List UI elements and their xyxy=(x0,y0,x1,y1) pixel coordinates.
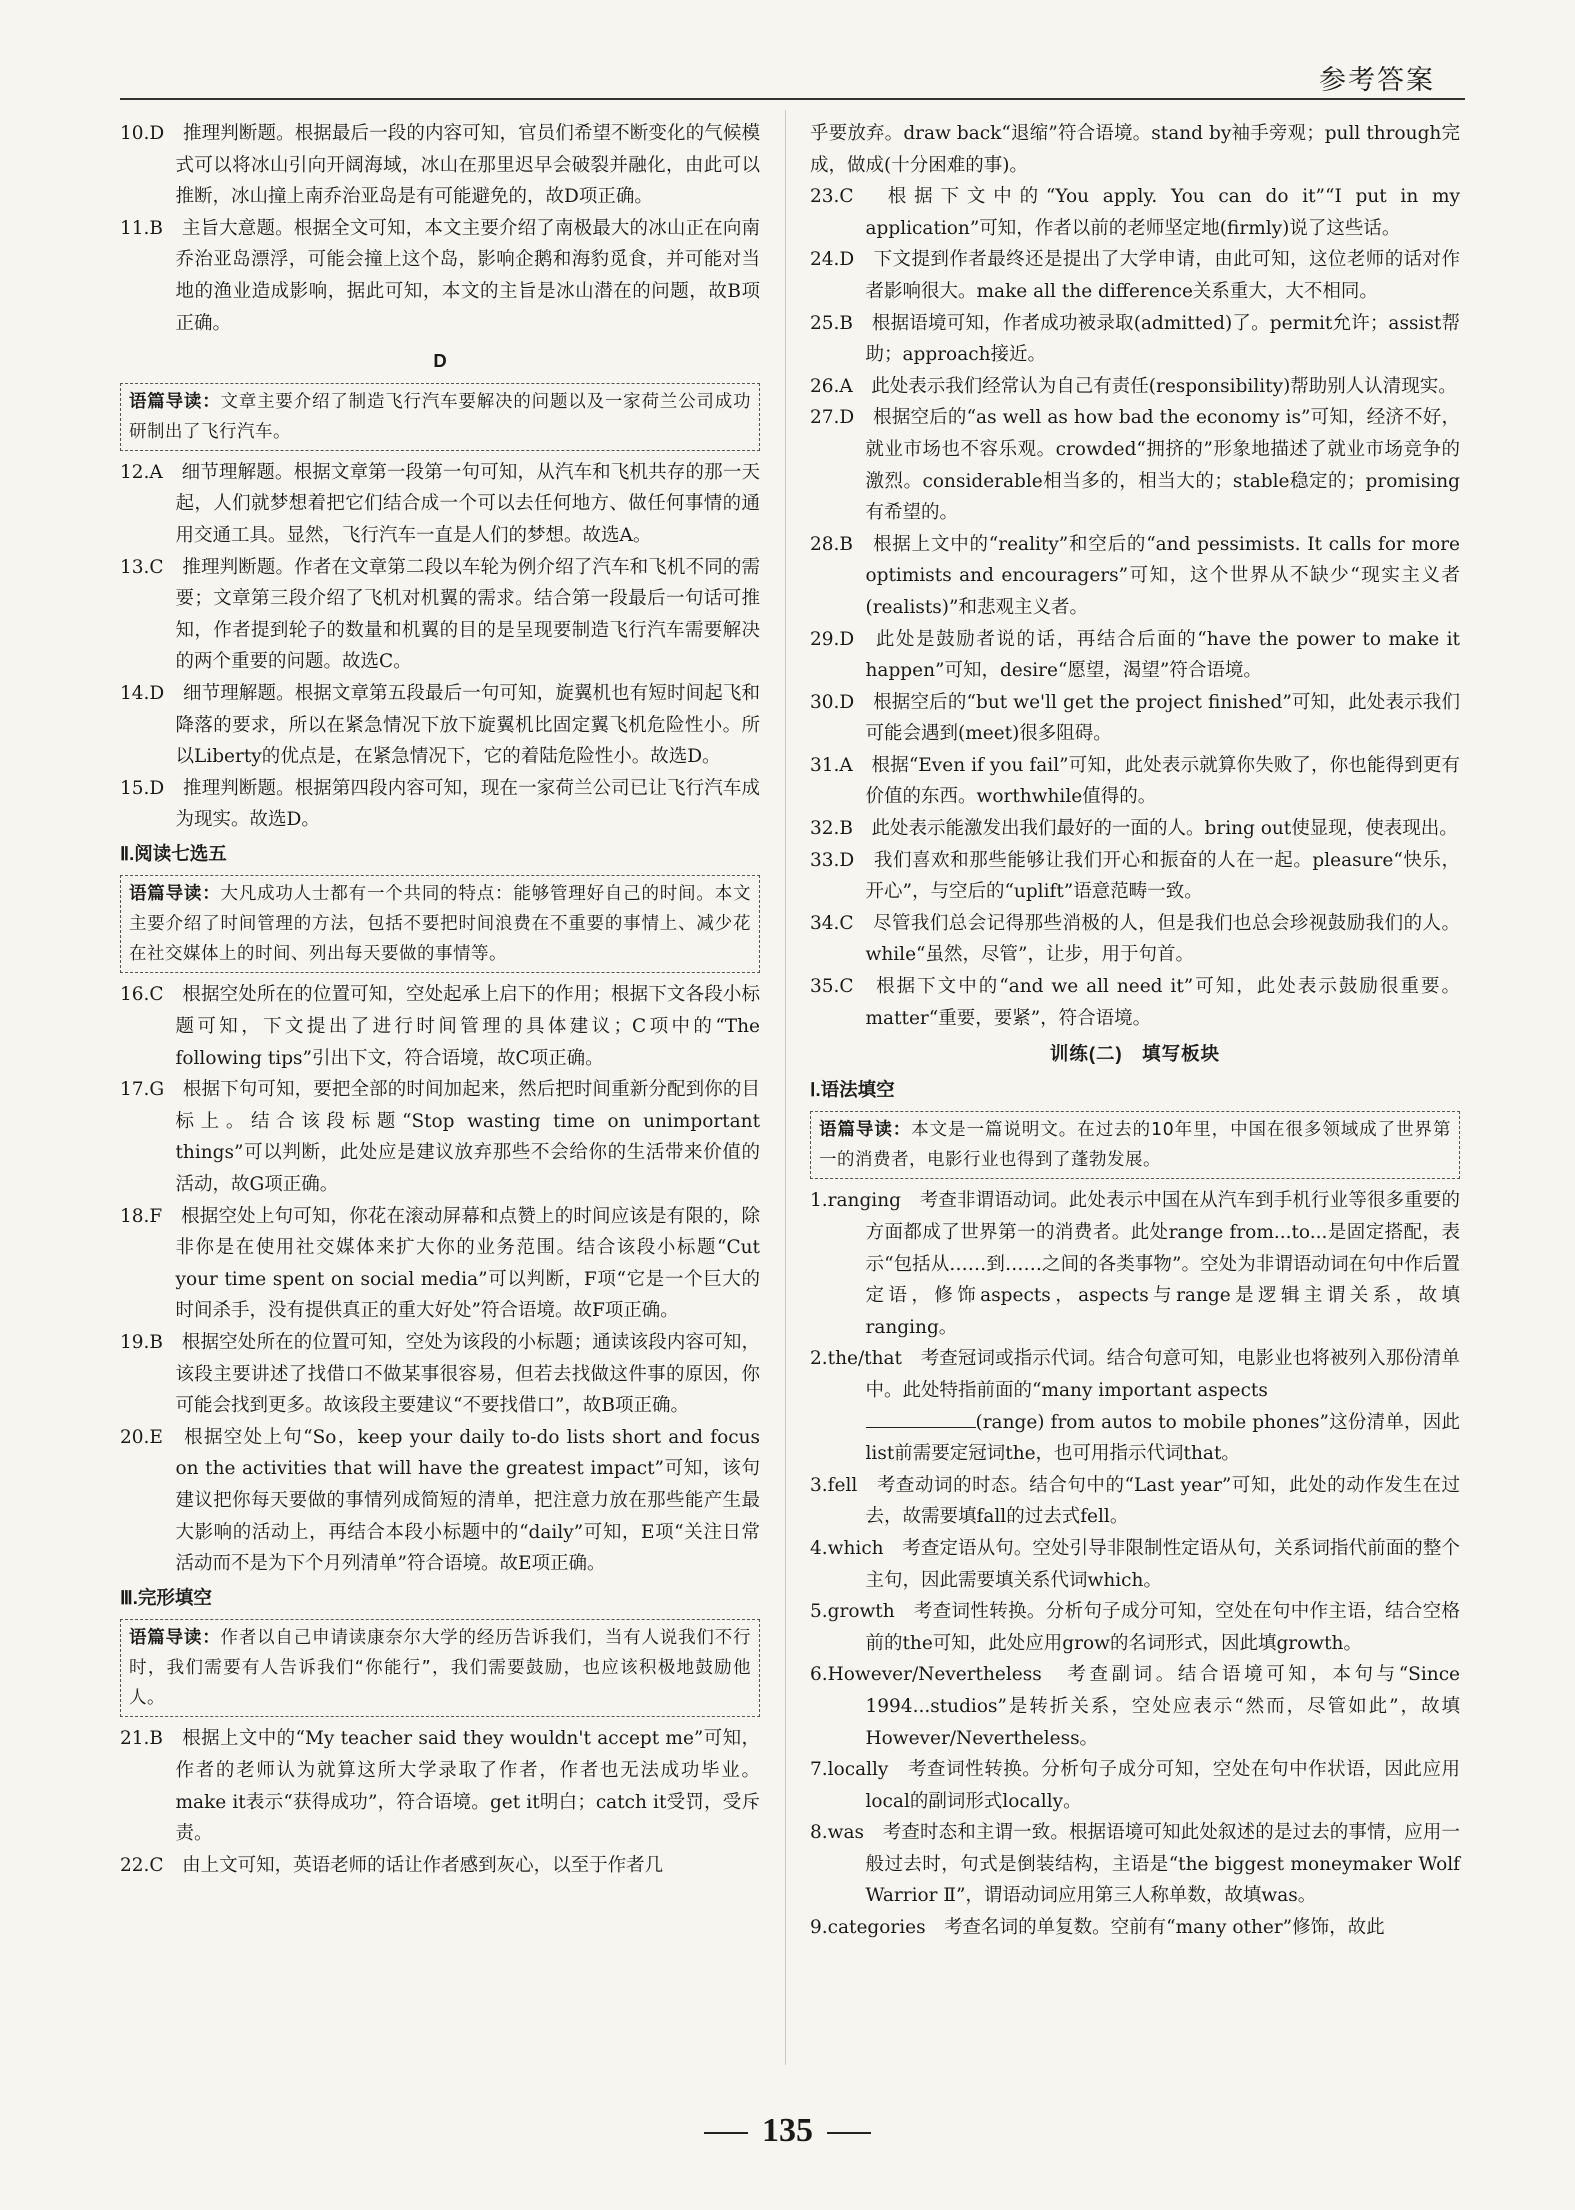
answer-item: 22.C 由上文可知，英语老师的话让作者感到灰心，以至于作者几 xyxy=(120,1854,664,1876)
section-heading-grammar-fill: Ⅰ.语法填空 xyxy=(810,1078,895,1100)
blank-line xyxy=(866,1427,976,1428)
answer-item: 14.D 细节理解题。根据文章第五段最后一句可知，旋翼机也有短时间起飞和降落的要求，所以在紧急情况下放下旋翼机比固定翼飞机危险性小。所以Liberty的优点是，在紧急情况下，它的着陆危险性小。故选D。 xyxy=(120,682,760,768)
answer-item: 8.was 考查时态和主谓一致。根据语境可知此处叙述的是过去的事情，应用一般过去时，句式是倒装结构，主语是“the biggest moneymaker Wolf Warrior Ⅱ”，谓语动词应用第三人称单数，故填was。 xyxy=(810,1822,1460,1907)
answer-text-part: (range) from autos to mobile phones”这份清单，因此list前需要定冠词the，也可用指示代词that。 xyxy=(865,1411,1460,1465)
answer-item: 32.B 此处表示能激发出我们最好的一面的人。bring out使显现，使表现出。 xyxy=(810,818,1458,840)
left-column xyxy=(120,118,760,1881)
answer-item: 34.C 尽管我们总会记得那些消极的人，但是我们也总会珍视鼓励我们的人。while“虽然，尽管”，让步，用于句首。 xyxy=(810,912,1460,966)
guide-label: 语篇导读： xyxy=(129,884,221,905)
section-heading-seven-choose-five: Ⅱ.阅读七选五 xyxy=(120,842,227,864)
answer-item: 29.D 此处是鼓励者说的话，再结合后面的“have the power to make it happen”可知，desire“愿望，渴望”符合语境。 xyxy=(810,628,1460,682)
answer-item: 20.E 根据空处上句“So，keep your daily to-do lists short and focus on the activities that will have the greatest impact”可知，该句建议把你每天要做的事情列成简短的清单，把注意力放在那些能产生最大影响的活动上，再结合本段小标题中的“daily”可知，E项“关注日常活动而不是为下个月列清单”符合语境。故E项正确。 xyxy=(120,1426,760,1575)
answer-item: 26.A 此处表示我们经常认为自己有责任(responsibility)帮助别人认清现实。 xyxy=(810,375,1457,397)
answer-item: 24.D 下文提到作者最终还是提出了大学申请，由此可知，这位老师的话对作者影响很大。make all the difference关系重大，大不相同。 xyxy=(810,249,1460,302)
answer-item: 7.locally 考查词性转换。分析句子成分可知，空处在句中作状语，因此应用local的副词形式locally。 xyxy=(810,1759,1460,1812)
reading-guide-box xyxy=(120,875,760,973)
page-number xyxy=(0,2112,1575,2150)
answer-item: 3.fell 考查动词的时态。结合句中的“Last year”可知，此处的动作发生在过去，故需要填fall的过去式fell。 xyxy=(810,1474,1460,1528)
answer-item: 30.D 根据空后的“but we'll get the project finished”可知，此处表示我们可能会遇到(meet)很多阻碍。 xyxy=(810,691,1460,745)
answer-item: 6.However/Nevertheless 考查副词。结合语境可知，本句与“Since 1994...studios”是转折关系，空处应表示“然而，尽管如此”，故填However/Nevertheless。 xyxy=(810,1664,1460,1749)
page-number-dash xyxy=(827,2132,871,2134)
answer-item: 18.F 根据空处上句可知，你花在滚动屏幕和点赞上的时间应该是有限的，除非你是在使用社交媒体来扩大你的业务范围。结合该段小标题“Cut your time spent on social media”可以判断，F项“它是一个巨大的时间杀手，没有提供真正的重大好处”符合语境。故F项正确。 xyxy=(120,1205,760,1322)
answer-item: 21.B 根据上文中的“My teacher said they wouldn't accept me”可知，作者的老师认为就算这所大学录取了作者，作者也无法成功毕业。make it表示“获得成功”，符合语境。get it明白；catch it受罚，受斥责。 xyxy=(120,1728,760,1845)
reading-guide-box xyxy=(120,383,760,451)
guide-text: 作者以自己申请读康奈尔大学的经历告诉我们，当有人说我们不行时，我们需要有人告诉我们“你能行”，我们需要鼓励，也应该积极地鼓励他人。 xyxy=(129,1628,751,1709)
answer-item: 19.B 根据空处所在的位置可知，空处为该段的小标题；通读该段内容可知，该段主要讲述了找借口不做某事很容易，但若去找做这件事的原因，你可能会找到更多。故该段主要建议“不要找借口”，故B项正确。 xyxy=(120,1332,760,1417)
answer-item: 12.A 细节理解题。根据文章第一段第一句可知，从汽车和飞机共存的那一天起，人们就梦想着把它们结合成一个可以去任何地方、做任何事情的通用交通工具。显然，飞行汽车一直是人们的梦想。故选A。 xyxy=(120,461,760,546)
answer-item: 27.D 根据空后的“as well as how bad the economy is”可知，经济不好，就业市场也不容乐观。crowded“拥挤的”形象地描述了就业市场竞争的激烈。considerable相当多的，相当大的；stable稳定的；promising有希望的。 xyxy=(810,407,1460,524)
answer-item: 17.G 根据下句可知，要把全部的时间加起来，然后把时间重新分配到你的目标上。结合该段标题“Stop wasting time on unimportant things”可以判断，此处应是建议放弃那些不会给你的生活带来价值的活动，故G项正确。 xyxy=(120,1079,760,1196)
answer-item-with-blank xyxy=(810,1343,1460,1469)
header-title: 参考答案 xyxy=(1319,65,1435,96)
answer-item: 16.C 根据空处所在的位置可知，空处起承上启下的作用；根据下文各段小标题可知，下文提出了进行时间管理的具体建议；C项中的“The following tips”引出下文，符合语境，故C项正确。 xyxy=(120,984,760,1069)
training-title: 训练(二) 填写板块 xyxy=(1049,1043,1221,1065)
answer-item: 9.categories 考查名词的单复数。空前有“many other”修饰，故此 xyxy=(810,1917,1385,1939)
guide-text: 本文是一篇说明文。在过去的10年里，中国在很多领域成了世界第一的消费者，电影行业也得到了蓬勃发展。 xyxy=(819,1120,1451,1171)
page-number-dash xyxy=(704,2132,748,2134)
page-number-value: 135 xyxy=(762,2112,813,2149)
guide-label: 语篇导读： xyxy=(819,1120,912,1141)
answer-continuation: 乎要放弃。draw back“退缩”符合语境。stand by袖手旁观；pull through完成，做成(十分困难的事)。 xyxy=(810,123,1460,176)
guide-label: 语篇导读： xyxy=(129,1628,221,1649)
answer-item: 1.ranging 考查非谓语动词。此处表示中国在从汽车到手机行业等很多重要的方面都成了世界第一的消费者。此处range from...to...是固定搭配，表示“包括从……到……之间的各类事物”。空处为非谓语动词在句中作后置定语，修饰aspects，aspects与range是逻辑主谓关系，故填ranging。 xyxy=(810,1190,1460,1338)
answer-item: 33.D 我们喜欢和那些能够让我们开心和振奋的人在一起。pleasure“快乐，开心”，与空后的“uplift”语意范畴一致。 xyxy=(810,849,1460,903)
answer-item: 13.C 推理判断题。作者在文章第二段以车轮为例介绍了汽车和飞机不同的需要；文章第三段介绍了飞机对机翼的需求。结合第一段最后一句话可推知，作者提到轮子的数量和机翼的目的是呈现要制造飞行汽车需要解决的两个重要的问题。故选C。 xyxy=(120,556,760,673)
guide-text: 大凡成功人士都有一个共同的特点：能够管理好自己的时间。本文主要介绍了时间管理的方法，包括不要把时间浪费在不重要的事情上、减少花在社交媒体上的时间、列出每天要做的事情等。 xyxy=(129,884,751,965)
answer-item: 28.B 根据上文中的“reality”和空后的“and pessimists. It calls for more optimists and encouragers”可知，这个世界从不缺少“现实主义者(realists)”和悲观主义者。 xyxy=(810,533,1460,618)
answer-item: 11.B 主旨大意题。根据全文可知，本文主要介绍了南极最大的冰山正在向南乔治亚岛漂浮，可能会撞上这个岛，影响企鹅和海豹觅食，并可能对当地的渔业造成影响，据此可知，本文的主旨是冰山潜在的问题，故B项正确。 xyxy=(120,217,760,334)
section-d-heading: D xyxy=(433,350,447,372)
reading-guide-box xyxy=(120,1619,760,1717)
answer-text-part: 2.the/that 考查冠词或指示代词。结合句意可知，电影业也将被列入那份清单中。此处特指前面的“many important aspects xyxy=(810,1348,1460,1401)
answer-item: 4.which 考查定语从句。空处引导非限制性定语从句，关系词指代前面的整个主句，因此需要填关系代词which。 xyxy=(810,1537,1460,1591)
header-rule xyxy=(120,98,1465,100)
answer-item: 23.C 根据下文中的“You apply. You can do it”“I put in my application”可知，作者以前的老师坚定地(firmly)说了这些话。 xyxy=(810,186,1460,239)
answer-item: 25.B 根据语境可知，作者成功被录取(admitted)了。permit允许；assist帮助；approach接近。 xyxy=(810,312,1460,366)
answer-item: 5.growth 考查词性转换。分析句子成分可知，空处在句中作主语，结合空格前的the可知，此处应用grow的名词形式，因此填growth。 xyxy=(810,1601,1460,1654)
guide-text: 文章主要介绍了制造飞行汽车要解决的问题以及一家荷兰公司成功研制出了飞行汽车。 xyxy=(129,391,751,442)
section-heading-cloze: Ⅲ.完形填空 xyxy=(120,1586,212,1608)
answer-item: 15.D 推理判断题。根据第四段内容可知，现在一家荷兰公司已让飞行汽车成为现实。故选D。 xyxy=(120,777,760,831)
answer-item: 10.D 推理判断题。根据最后一段的内容可知，官员们希望不断变化的气候模式可以将冰山引向开阔海域，冰山在那里迟早会破裂并融化，由此可以推断，冰山撞上南乔治亚岛是有可能避免的，故D项正确。 xyxy=(120,123,760,208)
reading-guide-box xyxy=(810,1111,1460,1179)
right-column xyxy=(810,118,1460,1944)
column-divider xyxy=(785,110,786,2065)
answer-item: 31.A 根据“Even if you fail”可知，此处表示就算你失败了，你也能得到更有价值的东西。worthwhile值得的。 xyxy=(810,754,1460,808)
answer-item: 35.C 根据下文中的“and we all need it”可知，此处表示鼓励很重要。matter“重要，要紧”，符合语境。 xyxy=(810,976,1460,1029)
guide-label: 语篇导读： xyxy=(129,391,221,412)
